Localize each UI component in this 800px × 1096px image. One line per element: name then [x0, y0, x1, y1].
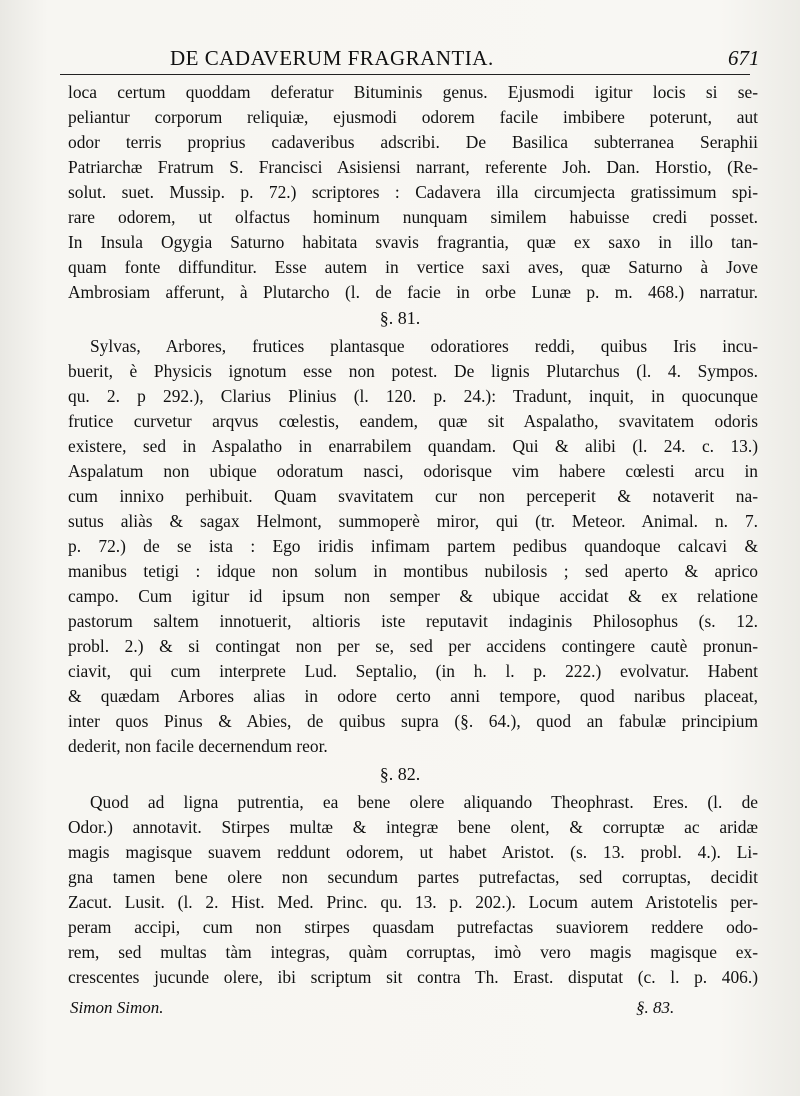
catchword-left: Simon Simon. [70, 998, 164, 1017]
text-line: Quod ad ligna putrentia, ea bene olere aliquando Theophrast. Eres. (l. de [90, 792, 758, 812]
text-line: ciavit, qui cum interprete Lud. Septalio, (in h. l. p. 222.) evolvatur. Habent [68, 661, 758, 681]
text-line: Ambrosiam afferunt, à Plutarcho (l. de facie in orbe Lunæ p. m. 468.) narratur. [68, 282, 758, 302]
text-line: & quædam Arbores alias in odore certo anni tempore, quod naribus placeat, [68, 686, 758, 706]
running-title: DE CADAVERUM FRAGRANTIA. [170, 46, 494, 70]
text-line: Odor.) annotavit. Stirpes multæ & integræ bene olent, & corruptæ ac aridæ [68, 817, 758, 837]
text-line: gna tamen bene olere non secundum partes putrefactas, sed corruptas, decidit [68, 867, 758, 887]
text-line: manibus tetigi : idque non solum in montibus nubilosis ; sed aperto & aprico [68, 561, 758, 581]
text-line: buerit, è Physicis ignotum esse non potest. De lignis Plutarchus (l. 4. Sympos. [68, 361, 758, 381]
text-line: rare odorem, ut olfactus hominum nunquam similem habuisse credi posset. [68, 207, 758, 227]
text-line: qu. 2. p 292.), Clarius Plinius (l. 120. p. 24.): Tradunt, inquit, in quocunque [68, 386, 758, 406]
text-line: loca certum quoddam deferatur Bituminis genus. Ejusmodi igitur locis si se- [68, 82, 758, 102]
page-number: 671 [728, 46, 760, 70]
text-line: solut. suet. Mussip. p. 72.) scriptores : Cadavera illa circumjecta gratissimum spi- [68, 182, 758, 202]
section-heading: §. 82. [379, 764, 421, 784]
catchword-row [0, 998, 800, 1023]
text-line: peliantur corporum reliquiæ, ejusmodi odorem facile imbibere poterunt, aut [68, 107, 758, 127]
text-line: Zacut. Lusit. (l. 2. Hist. Med. Princ. qu. 13. p. 202.). Locum autem Aristotelis per- [68, 892, 758, 912]
catchword-right: §. 83. [636, 998, 675, 1017]
text-line: Aspalatum non ubique odoratum nasci, odorisque vim habere cœlesti arcu in [68, 461, 758, 481]
text-line: crescentes jucunde olere, ibi scriptum sit contra Th. Erast. disputat (c. l. p. 406.) [68, 967, 758, 987]
section-heading: §. 81. [379, 308, 421, 328]
text-line: p. 72.) de se ista : Ego iridis infimam partem pedibus quandoque calcavi & [68, 536, 758, 556]
text-line: In Insula Ogygia Saturno habitata svavis fragrantia, quæ ex saxo in illo tan- [68, 232, 758, 252]
text-line: existere, sed in Aspalatho in enarrabilem quandam. Qui & alibi (l. 24. c. 13.) [68, 436, 758, 456]
text-line: rem, sed multas tàm integras, quàm corruptas, imò vero magis magisque ex- [68, 942, 758, 962]
text-line: Patriarchæ Fratrum S. Francisci Asisiensi narrant, referente Joh. Dan. Horstio, (Re- [68, 157, 758, 177]
running-header [0, 40, 800, 74]
text-line: magis magisque suavem reddunt odorem, ut habet Aristot. (s. 13. probl. 4.). Li- [68, 842, 758, 862]
text-line: frutice curvetur arqvus cœlestis, eandem, quæ sit Aspalatho, svavitatem odoris [68, 411, 758, 431]
text-line: campo. Cum igitur id ipsum non semper & ubique accidat & ex relatione [68, 586, 758, 606]
text-line: dederit, non facile decernendum reor. [68, 736, 328, 756]
text-line: Sylvas, Arbores, frutices plantasque odoratiores reddi, quibus Iris incu- [90, 336, 758, 356]
header-rule [60, 74, 750, 75]
text-line: cum innixo perhibuit. Quam svavitatem cur non perceperit & notaverit na- [68, 486, 758, 506]
text-line: inter quos Pinus & Abies, de quibus supra (§. 64.), quod an fabulæ principium [68, 711, 758, 731]
text-line: odor terris proprius cadaveribus adscribi. De Basilica subterranea Seraphii [68, 132, 758, 152]
text-line: sutus aliàs & sagax Helmont, summoperè miror, qui (tr. Meteor. Animal. n. 7. [68, 511, 758, 531]
text-line: pastorum saltem innotuerit, altioris iste reputavit indaginis Philosophus (s. 12. [68, 611, 758, 631]
text-line: probl. 2.) & si contingat non per se, sed per accidens contingere cautè pronun- [68, 636, 758, 656]
text-line: quam fonte diffunditur. Esse autem in vertice saxi aves, quæ Saturno à Jove [68, 257, 758, 277]
text-line: peram accipi, cum non stirpes quasdam putrefactas suaviorem reddere odo- [68, 917, 758, 937]
